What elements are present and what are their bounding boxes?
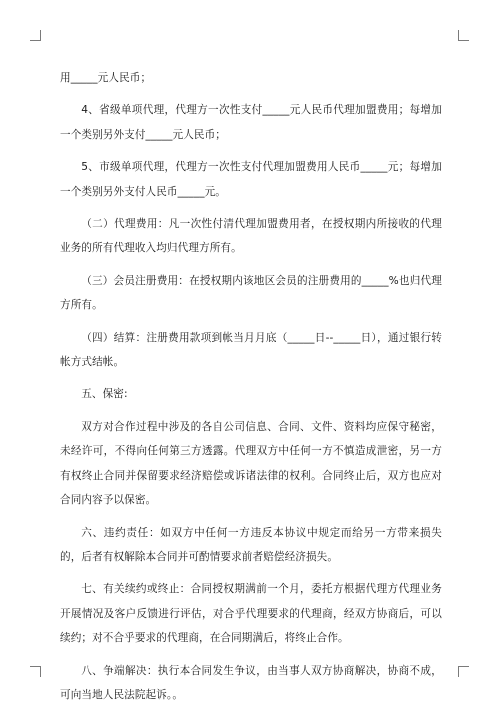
paragraph-breach-liability: 六、违约责任：如双方中任何一方违反本协议中规定而给另一方带来损失的，后者有权解除本合同并可酌情要求前者赔偿经济损失。 bbox=[60, 526, 442, 563]
paragraph-fee-continuation: 用_____元人民币； bbox=[60, 72, 152, 84]
paragraph-settlement: （四）结算：注册费用款项到帐当月月底（_____日--_____日），通过银行转帐方式结帐。 bbox=[60, 331, 442, 369]
paragraph-confidentiality: 双方对合作过程中涉及的各自公司信息、合同、文件、资料均应保守秘密，未经许可，不得向任何第三方透露。代理双方中任何一方不慎造成泄密，另一方有权终止合同并保留要求经济赔偿或诉诸法律的权利。合同终止后，双方也应对合同内容予以保密。 bbox=[60, 420, 442, 507]
document-body bbox=[60, 66, 442, 715]
paragraph-renewal-termination: 七、有关续约或终止：合同授权期满前一个月，委托方根据代理方代理业务开展情况及客户反馈进行评估，对合乎代理要求的代理商，经双方协商后，可以续约；对不合乎要求的代理商，在合同期满后，将终止合作。 bbox=[60, 583, 442, 645]
paragraph-member-registration-fee: （三）会员注册费用：在授权期内该地区会员的注册费用的_____%也归代理方所有。 bbox=[60, 274, 442, 312]
page-corner-mark-top-left bbox=[30, 30, 41, 41]
page-corner-mark-bottom-left bbox=[30, 666, 41, 677]
paragraph-dispute-resolution: 八、争端解决：执行本合同发生争议，由当事人双方协商解决，协商不成，可向当地人民法院起诉。。 bbox=[60, 664, 442, 701]
heading-confidentiality: 五、保密: bbox=[81, 388, 128, 401]
paragraph-provincial-agent: 4、省级单项代理，代理方一次性支付_____元人民币代理加盟费用；每增加一个类别另外支付_____元人民币； bbox=[60, 104, 442, 141]
paragraph-city-agent: 5、市级单项代理，代理方一次性支付代理加盟费用人民币_____元；每增加一个类别另外支付人民币_____元。 bbox=[60, 161, 442, 198]
page-corner-mark-bottom-right bbox=[458, 666, 469, 677]
page-corner-mark-top-right bbox=[458, 30, 469, 41]
paragraph-agency-fee: （二）代理费用：凡一次性付清代理加盟费用者，在授权期内所接收的代理业务的所有代理收入均归代理方所有。 bbox=[60, 218, 442, 255]
